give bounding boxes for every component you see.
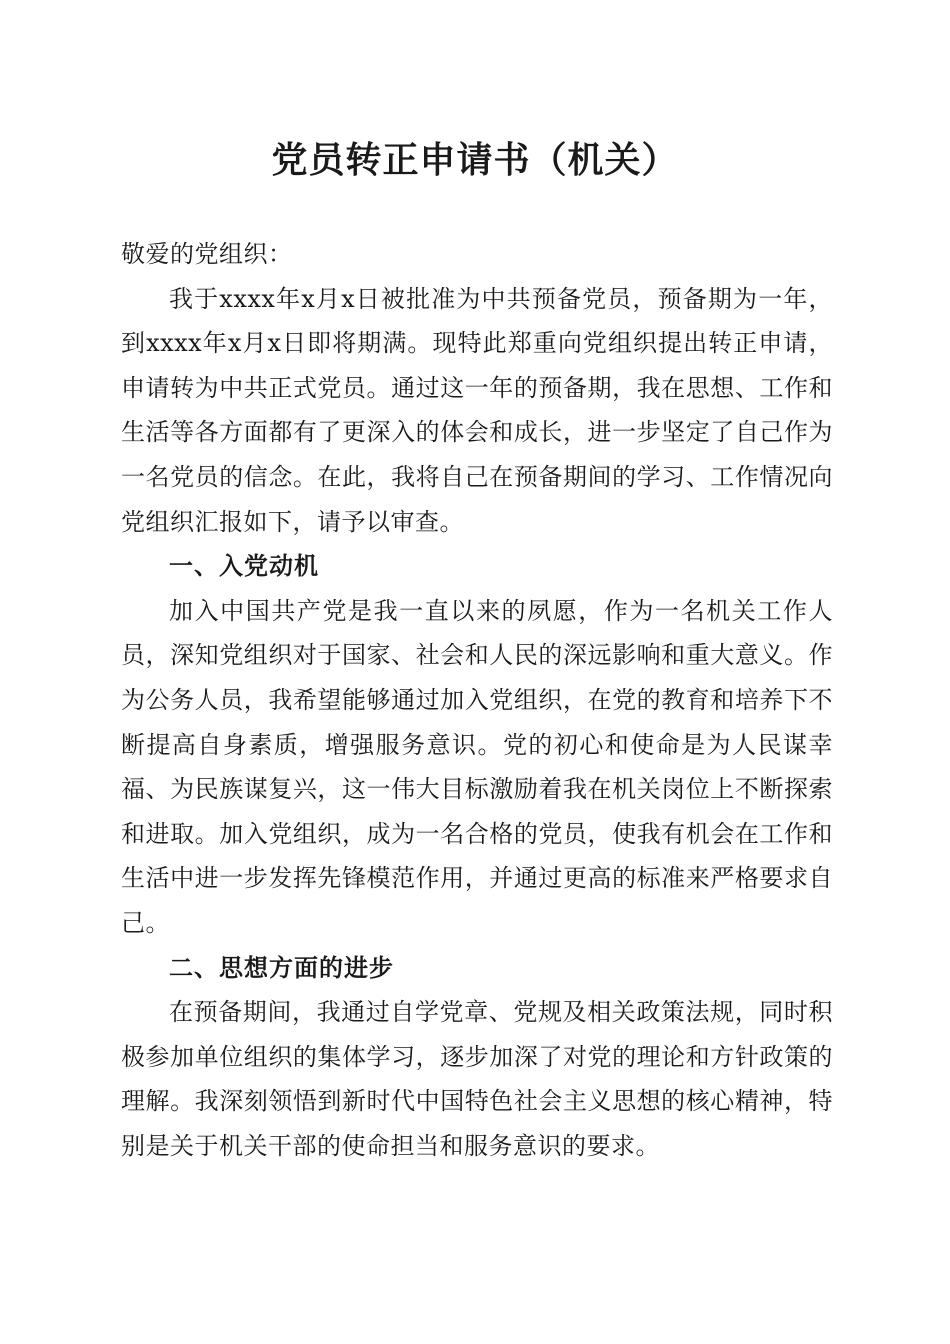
- thought-paragraph: 在预备期间，我通过自学党章、党规及相关政策法规，同时积极参加单位组织的集体学习，逐步加深了对党的理论和方针政策的理解。我深刻领悟到新时代中国特色社会主义思想的核心精神，特别是关于机关干部的使命担当和服务意识的要求。: [121, 998, 833, 1160]
- section-heading-motive: 一、入党动机: [169, 552, 319, 581]
- intro-paragraph: 我于xxxx年x月x日被批准为中共预备党员，预备期为一年，到xxxx年x月x日即将期满。现特此郑重向党组织提出转正申请，申请转为中共正式党员。通过这一年的预备期，我在思想、工作和生活等各方面都有了更深入的体会和成长，进一步坚定了自己作为一名党员的信念。在此，我将自己在预备期间的学习、工作情况向党组织汇报如下，请予以审查。: [121, 284, 833, 536]
- salutation: 敬爱的党组织：: [121, 240, 293, 268]
- document-title: 党员转正申请书（机关）: [271, 139, 679, 181]
- motive-paragraph: 加入中国共产党是我一直以来的夙愿，作为一名机关工作人员，深知党组织对于国家、社会和人民的深远影响和重大意义。作为公务人员，我希望能够通过加入党组织，在党的教育和培养下不断提高自身素质，增强服务意识。党的初心和使命是为人民谋幸福、为民族谋复兴，这一伟大目标激励着我在机关岗位上不断探索和进取。加入党组织，成为一名合格的党员，使我有机会在工作和生活中进一步发挥先锋模范作用，并通过更高的标准来严格要求自己。: [121, 596, 833, 937]
- section-heading-thought: 二、思想方面的进步: [169, 953, 394, 982]
- document-body: [121, 232, 833, 1168]
